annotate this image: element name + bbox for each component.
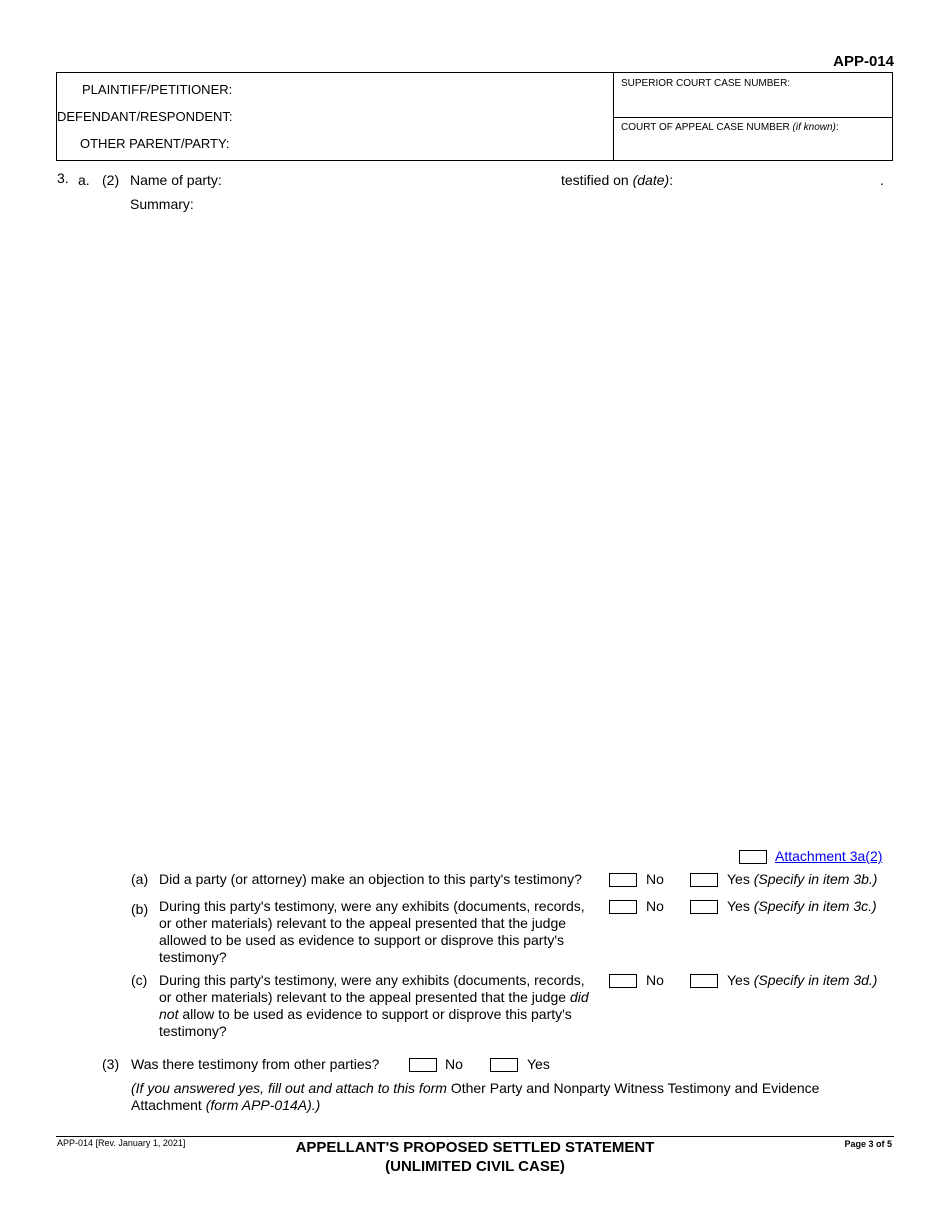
- item-letter: a.: [78, 172, 90, 188]
- item-sub: (2): [102, 172, 120, 188]
- date-period: .: [880, 172, 884, 188]
- plaintiff-label: PLAINTIFF/PETITIONER:: [82, 82, 233, 97]
- question-a-label: (a): [131, 871, 149, 887]
- footer-title-1: APPELLANT'S PROPOSED SETTLED STATEMENT: [295, 1139, 655, 1156]
- superior-case-label: SUPERIOR COURT CASE NUMBER:: [621, 78, 791, 89]
- caption-hdivider: [613, 117, 893, 118]
- question-b-no-checkbox[interactable]: [609, 900, 637, 914]
- item-3-no-label: No: [445, 1056, 463, 1072]
- defendant-label: DEFENDANT/RESPONDENT:: [57, 109, 233, 124]
- attachment-checkbox[interactable]: [739, 850, 767, 864]
- question-b-no-label: No: [646, 898, 664, 914]
- name-of-party-label: Name of party:: [130, 172, 222, 188]
- question-a-text: Did a party (or attorney) make an objection to this party's testimony?: [159, 871, 582, 887]
- form-code: APP-014: [833, 53, 894, 70]
- footer-rule: [56, 1136, 894, 1137]
- other-parent-label: OTHER PARENT/PARTY:: [80, 136, 230, 151]
- appeal-case-label: COURT OF APPEAL CASE NUMBER (if known):: [621, 122, 839, 133]
- item-3-text: Was there testimony from other parties?: [131, 1056, 380, 1072]
- question-c-no-checkbox[interactable]: [609, 974, 637, 988]
- item-number: 3.: [57, 170, 69, 186]
- question-b-yes-checkbox[interactable]: [690, 900, 718, 914]
- question-a-no-checkbox[interactable]: [609, 873, 637, 887]
- item-3-label: (3): [102, 1056, 120, 1072]
- question-a-yes-checkbox[interactable]: [690, 873, 718, 887]
- question-a-no-label: No: [646, 871, 664, 887]
- footer-title-2: (UNLIMITED CIVIL CASE): [385, 1158, 565, 1175]
- question-c-yes-checkbox[interactable]: [690, 974, 718, 988]
- question-c-no-label: No: [646, 972, 664, 988]
- question-c-text: During this party's testimony, were any exhibits (documents, records, or other materials) relevant to the appeal presented that the judge did not allow to be used as evidence to support or disprove this party's testimony?: [159, 972, 589, 1039]
- question-b-text: During this party's testimony, were any exhibits (documents, records, or other materials) relevant to the appeal presented that the judge allowed to be used as evidence to support or disprove this party's testimony?: [159, 898, 585, 965]
- question-c-yes-label: Yes (Specify in item 3d.): [727, 972, 878, 988]
- attachment-link[interactable]: Attachment 3a(2): [775, 848, 883, 864]
- question-c-label: (c): [131, 972, 148, 988]
- item-3-yes-checkbox[interactable]: [490, 1058, 518, 1072]
- item-3-instructions: (If you answered yes, fill out and attach to this form Other Party and Nonparty Witness Testimony and Evidence Attachment (form APP-014A).): [131, 1080, 820, 1113]
- item-3-yes-label: Yes: [527, 1056, 550, 1072]
- footer-page: Page 3 of 5: [844, 1139, 892, 1149]
- question-a-yes-label: Yes (Specify in item 3b.): [727, 871, 878, 887]
- testified-on-label: testified on (date):: [561, 172, 674, 188]
- question-b-yes-label: Yes (Specify in item 3c.): [727, 898, 877, 914]
- question-b-label: (b): [131, 901, 149, 917]
- summary-label: Summary:: [130, 196, 194, 212]
- item-3-no-checkbox[interactable]: [409, 1058, 437, 1072]
- footer-rev: APP-014 [Rev. January 1, 2021]: [57, 1138, 186, 1148]
